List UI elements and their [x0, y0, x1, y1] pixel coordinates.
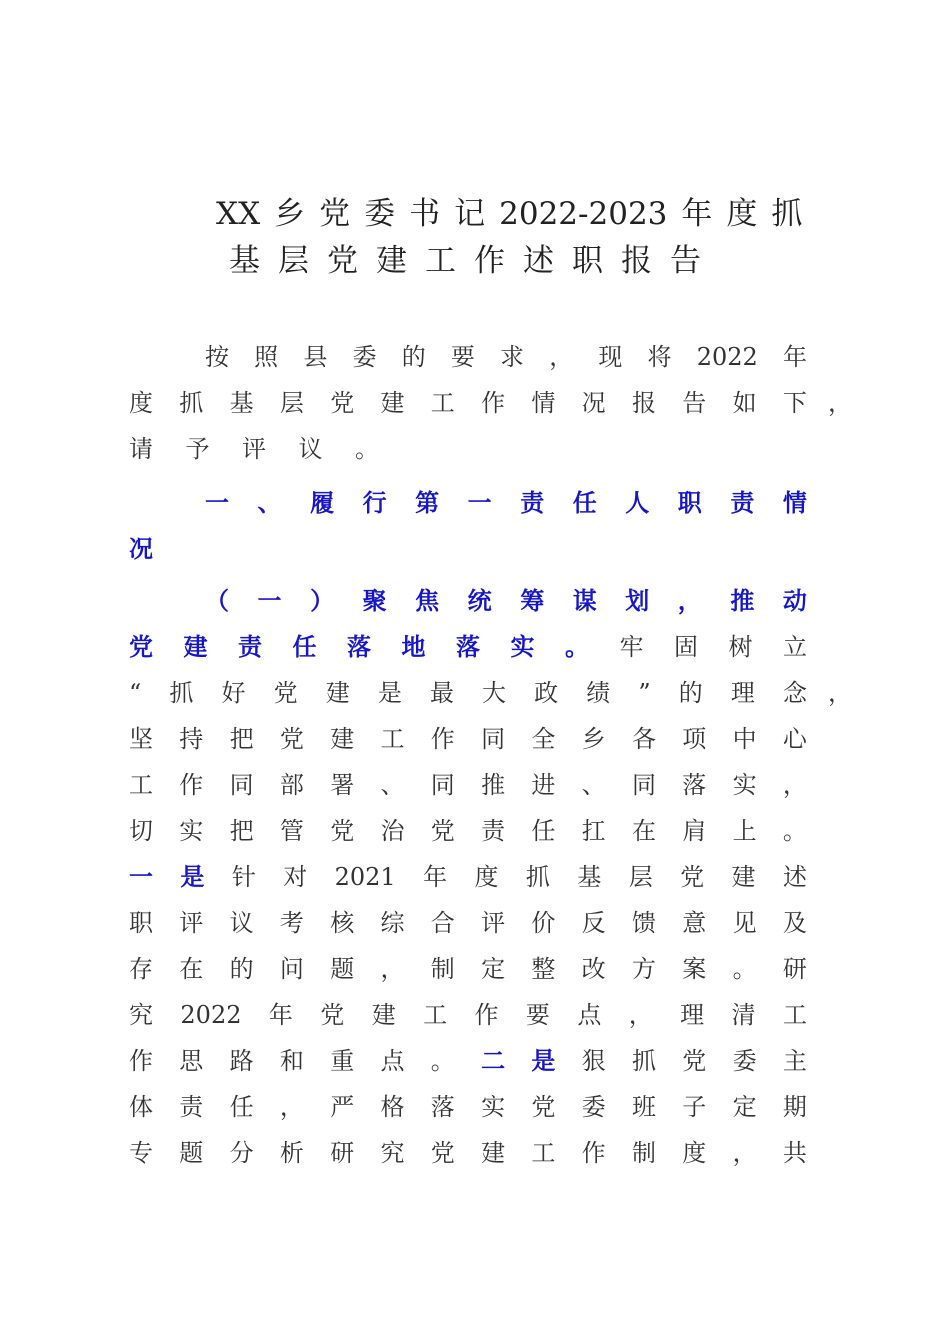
- text-glyph: 落: [430, 1093, 455, 1121]
- text-glyph: 存: [129, 955, 153, 983]
- heading-glyph: 二: [481, 1046, 506, 1075]
- text-glyph: 作: [481, 389, 506, 417]
- heading-glyph: 落: [456, 632, 480, 661]
- body-line: [129, 432, 379, 466]
- text-glyph: 立: [783, 633, 807, 661]
- text-glyph: 2022: [180, 1001, 242, 1029]
- text-glyph: 研: [330, 1139, 355, 1167]
- heading-glyph: 情: [782, 488, 807, 517]
- body-line: [129, 814, 807, 848]
- text-glyph: 究: [129, 1001, 153, 1029]
- text-glyph: 牢: [619, 633, 644, 661]
- text-glyph: 意: [682, 909, 707, 937]
- text-glyph: 建: [330, 725, 355, 753]
- text-glyph: 进: [531, 771, 556, 799]
- text-glyph: 管: [279, 817, 304, 845]
- title-glyph: 建: [376, 243, 407, 279]
- text-glyph: 党: [430, 1139, 455, 1167]
- text-glyph: 定: [732, 1093, 757, 1121]
- title-glyph: 党: [319, 196, 351, 232]
- text-glyph: 。: [355, 435, 379, 463]
- body-line: [129, 860, 807, 894]
- text-glyph: 落: [682, 771, 707, 799]
- heading-glyph: （: [205, 586, 229, 615]
- body-line: [129, 532, 179, 566]
- text-glyph: 合: [430, 909, 455, 937]
- heading-glyph: 、: [257, 488, 282, 517]
- text-glyph: 作: [474, 1001, 499, 1029]
- text-glyph: 建: [380, 389, 405, 417]
- text-glyph: 建: [481, 1139, 506, 1167]
- heading-glyph: 地: [401, 632, 426, 661]
- body-line: [129, 1136, 807, 1170]
- body-line: [129, 998, 807, 1032]
- title-glyph: 年: [681, 196, 713, 232]
- text-glyph: 析: [279, 1139, 304, 1167]
- text-glyph: 价: [531, 909, 556, 937]
- heading-glyph: 落: [347, 632, 371, 661]
- text-glyph: 部: [279, 771, 304, 799]
- text-glyph: 题: [179, 1139, 204, 1167]
- text-glyph: 同: [631, 771, 656, 799]
- text-glyph: 建: [731, 863, 756, 891]
- text-glyph: 点: [577, 1001, 602, 1029]
- text-glyph: 路: [229, 1047, 254, 1075]
- text-glyph: 年: [423, 863, 448, 891]
- text-glyph: 狠: [581, 1047, 606, 1075]
- text-glyph: 工: [423, 1001, 448, 1029]
- text-glyph: 念: [782, 679, 807, 707]
- text-glyph: 署: [330, 771, 355, 799]
- text-glyph: 案: [682, 955, 707, 983]
- text-glyph: 同: [229, 771, 254, 799]
- text-glyph: 在: [631, 817, 656, 845]
- text-glyph: 下: [782, 389, 807, 417]
- text-glyph: 分: [229, 1139, 254, 1167]
- body-line: [129, 1044, 807, 1078]
- text-glyph: 治: [380, 817, 405, 845]
- title-glyph: 报: [621, 243, 652, 279]
- text-glyph: 切: [129, 817, 153, 845]
- text-glyph: 职: [129, 909, 153, 937]
- text-glyph: 议: [229, 909, 254, 937]
- overflow-punctuation: ，: [828, 679, 852, 707]
- text-glyph: 大: [482, 679, 507, 707]
- heading-glyph: 责: [238, 632, 262, 661]
- text-glyph: 肩: [682, 817, 707, 845]
- text-glyph: 请: [129, 435, 153, 463]
- text-glyph: 清: [731, 1001, 756, 1029]
- text-glyph: 实: [732, 771, 757, 799]
- overflow-punctuation: ，: [828, 389, 852, 417]
- text-glyph: 是: [377, 679, 402, 707]
- heading-glyph: 是: [531, 1046, 556, 1075]
- heading-glyph: 职: [677, 488, 702, 517]
- heading-glyph: 第: [415, 488, 440, 517]
- text-glyph: 题: [330, 955, 355, 983]
- text-glyph: ，: [628, 1001, 653, 1029]
- heading-glyph: 况: [129, 534, 153, 563]
- text-glyph: 作: [430, 725, 455, 753]
- text-glyph: 项: [682, 725, 707, 753]
- heading-glyph: 统: [467, 586, 492, 615]
- text-glyph: 问: [279, 955, 304, 983]
- text-glyph: 述: [782, 863, 807, 891]
- text-glyph: 综: [380, 909, 405, 937]
- text-glyph: 党: [680, 863, 705, 891]
- text-glyph: 推: [481, 771, 506, 799]
- text-glyph: 党: [531, 1093, 556, 1121]
- text-glyph: 制: [631, 1139, 656, 1167]
- text-glyph: ，: [279, 1093, 304, 1121]
- text-glyph: 专: [129, 1139, 153, 1167]
- text-glyph: “: [129, 679, 142, 707]
- text-glyph: 思: [179, 1047, 204, 1075]
- text-glyph: 主: [782, 1047, 807, 1075]
- text-glyph: 同: [430, 771, 455, 799]
- heading-glyph: ，: [677, 586, 702, 615]
- text-glyph: 建: [371, 1001, 396, 1029]
- text-glyph: 定: [481, 955, 506, 983]
- text-glyph: 持: [179, 725, 204, 753]
- title-glyph: 工: [425, 243, 456, 279]
- heading-glyph: 焦: [415, 586, 440, 615]
- title-line-2: [229, 235, 719, 280]
- text-glyph: 委: [732, 1047, 757, 1075]
- text-glyph: 况: [581, 389, 606, 417]
- text-glyph: 抓: [179, 389, 204, 417]
- heading-glyph: ）: [310, 586, 335, 615]
- text-glyph: 工: [782, 1001, 807, 1029]
- title-glyph: 告: [670, 243, 701, 279]
- text-glyph: 全: [531, 725, 556, 753]
- heading-glyph: 人: [625, 488, 650, 517]
- heading-glyph: 责: [730, 488, 755, 517]
- text-glyph: 馈: [631, 909, 656, 937]
- text-glyph: 工: [380, 725, 405, 753]
- text-glyph: 县: [303, 343, 328, 371]
- text-glyph: 责: [179, 1093, 204, 1121]
- title-glyph: 层: [278, 243, 309, 279]
- text-glyph: 求: [500, 343, 525, 371]
- heading-glyph: 筹: [520, 586, 545, 615]
- heading-glyph: 是: [180, 862, 205, 891]
- text-glyph: 和: [279, 1047, 304, 1075]
- text-glyph: 党: [273, 679, 298, 707]
- text-glyph: 点: [380, 1047, 405, 1075]
- text-glyph: 抓: [525, 863, 550, 891]
- body-line: [205, 584, 807, 618]
- text-glyph: 抓: [631, 1047, 656, 1075]
- heading-glyph: 行: [362, 488, 387, 517]
- text-glyph: 绩: [586, 679, 611, 707]
- heading-glyph: 任: [292, 632, 317, 661]
- title-glyph: 2022-2023: [499, 196, 668, 232]
- heading-glyph: 一: [467, 488, 492, 517]
- heading-glyph: 聚: [362, 586, 387, 615]
- heading-glyph: 任: [572, 488, 597, 517]
- text-glyph: 理: [680, 1001, 705, 1029]
- text-glyph: 基: [229, 389, 254, 417]
- heading-glyph: 一: [129, 862, 153, 891]
- text-glyph: 委: [352, 343, 377, 371]
- text-glyph: 予: [185, 435, 210, 463]
- text-glyph: 坚: [129, 725, 153, 753]
- text-glyph: 报: [631, 389, 656, 417]
- text-glyph: 告: [682, 389, 707, 417]
- text-glyph: 。: [732, 955, 757, 983]
- body-line: [205, 486, 807, 520]
- text-glyph: 抓: [169, 679, 194, 707]
- title-glyph: 度: [726, 196, 758, 232]
- heading-glyph: 谋: [572, 586, 597, 615]
- text-glyph: 年: [268, 1001, 293, 1029]
- text-glyph: 乡: [581, 725, 606, 753]
- text-glyph: 方: [631, 955, 656, 983]
- text-glyph: 最: [429, 679, 454, 707]
- text-glyph: 党: [279, 725, 304, 753]
- text-glyph: 党: [330, 389, 355, 417]
- text-glyph: 格: [380, 1093, 405, 1121]
- text-glyph: 中: [732, 725, 757, 753]
- heading-glyph: 动: [782, 586, 807, 615]
- text-glyph: ，: [732, 1139, 757, 1167]
- title-glyph: 乡: [274, 196, 306, 232]
- text-glyph: 现: [598, 343, 623, 371]
- heading-glyph: 划: [625, 586, 650, 615]
- title-glyph: 职: [572, 243, 603, 279]
- text-glyph: 理: [730, 679, 755, 707]
- text-glyph: 把: [229, 817, 254, 845]
- title-glyph: 述: [523, 243, 554, 279]
- body-line: [129, 630, 807, 664]
- text-glyph: 反: [581, 909, 606, 937]
- text-glyph: 将: [647, 343, 672, 371]
- text-glyph: 照: [254, 343, 279, 371]
- text-glyph: 、: [581, 771, 606, 799]
- text-glyph: 重: [330, 1047, 355, 1075]
- text-glyph: 共: [782, 1139, 807, 1167]
- text-glyph: 度: [129, 389, 153, 417]
- text-glyph: 情: [531, 389, 556, 417]
- text-glyph: 研: [782, 955, 807, 983]
- text-glyph: 子: [682, 1093, 707, 1121]
- text-glyph: 评: [179, 909, 204, 937]
- text-glyph: 究: [380, 1139, 405, 1167]
- text-glyph: 上: [732, 817, 757, 845]
- text-glyph: 任: [229, 1093, 254, 1121]
- text-glyph: 2022: [696, 343, 758, 371]
- heading-glyph: 推: [730, 586, 755, 615]
- text-glyph: 见: [732, 909, 757, 937]
- title-glyph: 作: [474, 243, 505, 279]
- text-glyph: 年: [782, 343, 807, 371]
- text-glyph: 核: [330, 909, 355, 937]
- heading-glyph: 。: [565, 632, 589, 661]
- text-glyph: 对: [283, 863, 308, 891]
- body-line: [129, 386, 807, 420]
- text-glyph: 及: [782, 909, 807, 937]
- text-glyph: ，: [380, 955, 405, 983]
- text-glyph: 作: [129, 1047, 153, 1075]
- text-glyph: 好: [221, 679, 246, 707]
- text-glyph: 委: [581, 1093, 606, 1121]
- text-glyph: 评: [481, 909, 506, 937]
- text-glyph: 同: [481, 725, 506, 753]
- heading-glyph: 责: [520, 488, 545, 517]
- text-glyph: 。: [782, 817, 807, 845]
- text-glyph: 层: [279, 389, 304, 417]
- text-glyph: 实: [179, 817, 204, 845]
- title-glyph: 委: [364, 196, 396, 232]
- text-glyph: 体: [129, 1093, 153, 1121]
- text-glyph: 作: [581, 1139, 606, 1167]
- text-glyph: 期: [782, 1093, 807, 1121]
- body-line: [129, 722, 807, 756]
- text-glyph: 在: [179, 955, 204, 983]
- title-glyph: 抓: [771, 196, 803, 232]
- text-glyph: 、: [380, 771, 405, 799]
- text-glyph: 扛: [581, 817, 606, 845]
- text-glyph: 作: [179, 771, 204, 799]
- text-glyph: 如: [732, 389, 757, 417]
- text-glyph: 政: [534, 679, 559, 707]
- heading-glyph: 履: [310, 488, 335, 517]
- heading-glyph: 党: [129, 632, 153, 661]
- title-glyph: XX: [216, 196, 261, 232]
- text-glyph: 实: [481, 1093, 506, 1121]
- text-glyph: 度: [474, 863, 499, 891]
- text-glyph: 严: [330, 1093, 355, 1121]
- text-glyph: 2021: [334, 863, 396, 891]
- text-glyph: 要: [525, 1001, 550, 1029]
- title-glyph: 书: [409, 196, 441, 232]
- text-glyph: 建: [325, 679, 350, 707]
- text-glyph: 制: [430, 955, 455, 983]
- text-glyph: 针: [231, 863, 256, 891]
- text-glyph: 改: [581, 955, 606, 983]
- text-glyph: 心: [782, 725, 807, 753]
- body-line: [205, 340, 807, 374]
- text-glyph: 要: [450, 343, 475, 371]
- text-glyph: 度: [682, 1139, 707, 1167]
- text-glyph: 党: [320, 1001, 345, 1029]
- body-line: [129, 906, 807, 940]
- text-glyph: 的: [401, 343, 426, 371]
- text-glyph: ，: [549, 343, 574, 371]
- text-glyph: 。: [430, 1047, 455, 1075]
- text-glyph: 任: [531, 817, 556, 845]
- text-glyph: ，: [782, 771, 807, 799]
- text-glyph: 党: [682, 1047, 707, 1075]
- heading-glyph: 一: [257, 586, 282, 615]
- text-glyph: 班: [631, 1093, 656, 1121]
- title-glyph: 党: [327, 243, 358, 279]
- heading-glyph: 实: [510, 632, 535, 661]
- text-glyph: 整: [531, 955, 556, 983]
- text-glyph: 的: [229, 955, 254, 983]
- body-line: [129, 676, 807, 710]
- text-glyph: 把: [229, 725, 254, 753]
- title-line-1: [216, 188, 816, 233]
- text-glyph: 各: [631, 725, 656, 753]
- text-glyph: 的: [678, 679, 703, 707]
- heading-glyph: 一: [205, 488, 229, 517]
- body-line: [129, 768, 807, 802]
- body-line: [129, 952, 807, 986]
- title-glyph: 记: [454, 196, 486, 232]
- text-glyph: 按: [205, 343, 229, 371]
- text-glyph: 工: [129, 771, 153, 799]
- heading-glyph: 建: [183, 632, 208, 661]
- text-glyph: 评: [242, 435, 266, 463]
- text-glyph: 层: [628, 863, 653, 891]
- text-glyph: 树: [728, 633, 753, 661]
- body-line: [129, 1090, 807, 1124]
- text-glyph: 工: [430, 389, 455, 417]
- text-glyph: 基: [577, 863, 602, 891]
- text-glyph: 固: [674, 633, 698, 661]
- text-glyph: ”: [638, 679, 651, 707]
- text-glyph: 考: [279, 909, 304, 937]
- text-glyph: 党: [330, 817, 355, 845]
- text-glyph: 党: [430, 817, 455, 845]
- title-glyph: 基: [229, 243, 260, 279]
- text-glyph: 议: [298, 435, 323, 463]
- text-glyph: 工: [531, 1139, 556, 1167]
- text-glyph: 责: [481, 817, 506, 845]
